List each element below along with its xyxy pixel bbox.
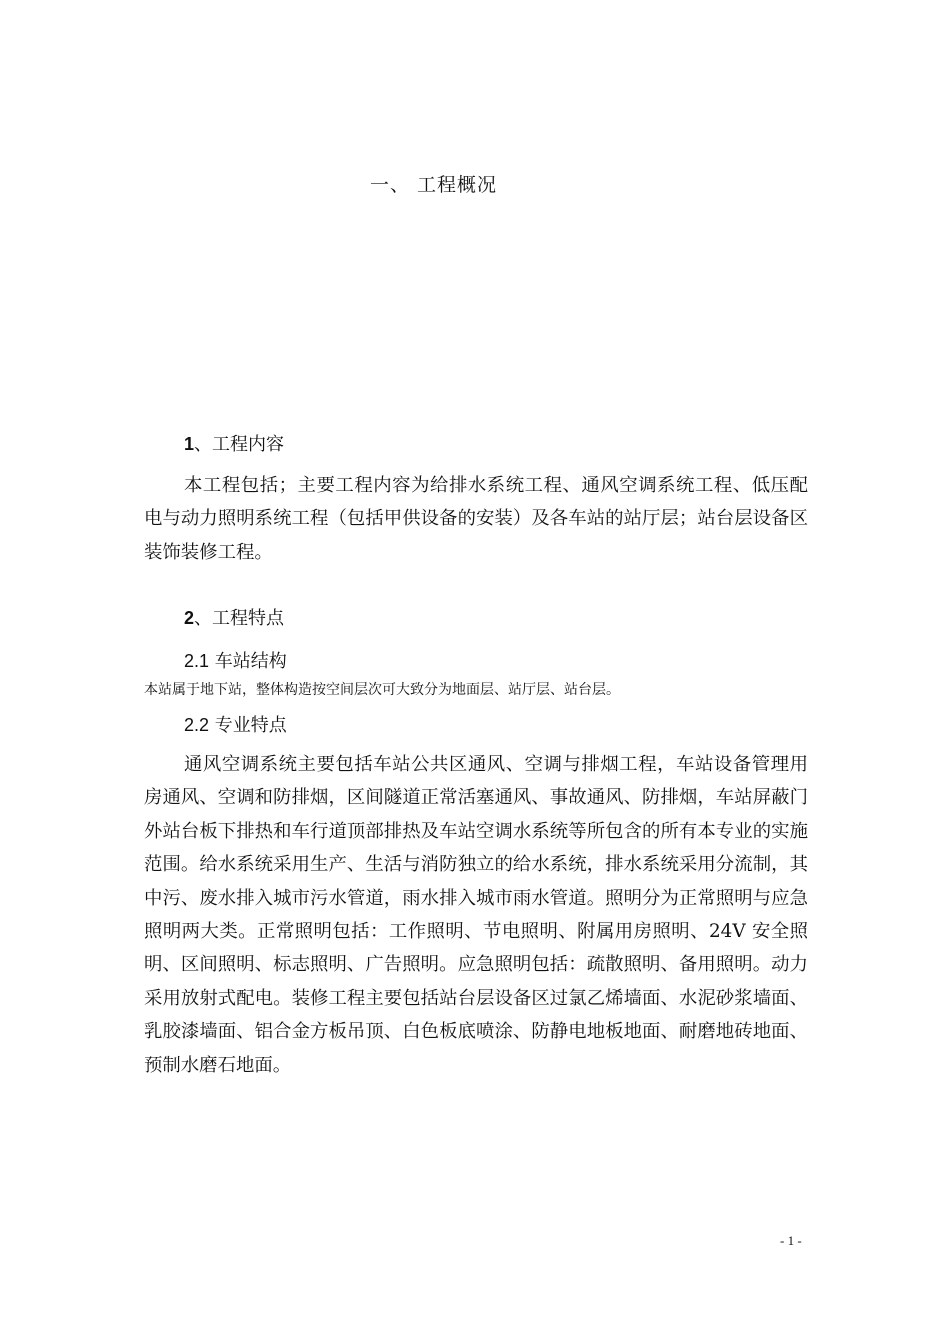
sub-section-2-2-body: 通风空调系统主要包括车站公共区通风、空调与排烟工程，车站设备管理用房通风、空调和防排烟，区间隧道正常活塞通风、事故通风、防排烟，车站屏蔽门外站台板下排热和车行道顶部排热及车站空调水系统等所包含的所有本专业的实施范围。给水系统采用生产、生活与消防独立的给水系统，排水系统采用分流制，其中污、废水排入城市污水管道，雨水排入城市雨水管道。照明分为正常照明与应急照明两大类。正常照明包括：工作照明、节电照明、附属用房照明、24V 安全照明、区间照明、标志照明、广告照明。应急照明包括：疏散照明、备用照明。动力采用放射式配电。装修工程主要包括站台层设备区过氯乙烯墙面、水泥砂浆墙面、乳胶漆墙面、铝合金方板吊顶、白色板底喷涂、防静电地板地面、耐磨地砖地面、预制水磨石地面。 (144, 754, 808, 1076)
sub-section-title: 专业特点 (209, 715, 287, 736)
sub-section-2-1-body: 本站属于地下站，整体构造按空间层次可大致分为地面层、站厅层、站台层。 (144, 682, 620, 698)
section-title: 、工程内容 (194, 434, 285, 455)
sub-heading-2-1 (184, 648, 287, 675)
section-title: 、工程特点 (194, 608, 285, 629)
sub-section-number: 2.2 (184, 715, 210, 735)
page-number: - 1 - (780, 1233, 802, 1248)
section-number: 1 (184, 434, 195, 454)
section-heading-1 (184, 431, 284, 458)
chapter-title: 一、 工程概况 (370, 174, 498, 196)
section-1-body: 本工程包括；主要工程内容为给排水系统工程、通风空调系统工程、低压配电与动力照明系统工程（包括甲供设备的安装）及各车站的站厅层；站台层设备区装饰装修工程。 (144, 475, 808, 563)
section-number: 2 (184, 608, 195, 628)
sub-heading-2-2 (184, 712, 287, 739)
sub-section-title: 车站结构 (209, 651, 287, 672)
section-heading-2 (184, 605, 284, 632)
sub-section-number: 2.1 (184, 651, 210, 671)
